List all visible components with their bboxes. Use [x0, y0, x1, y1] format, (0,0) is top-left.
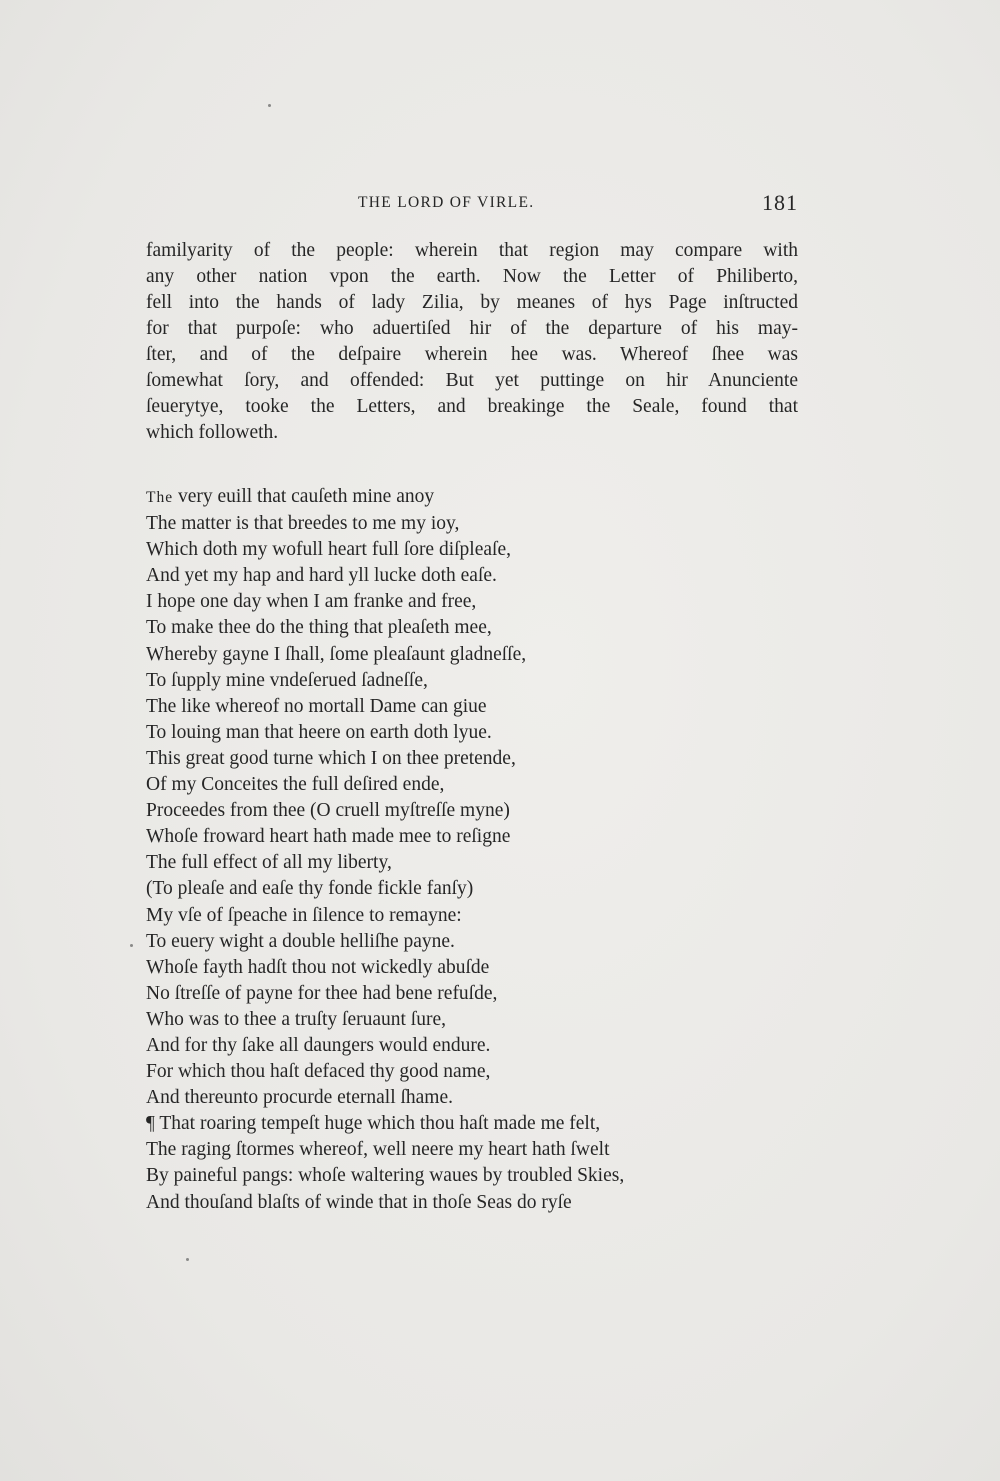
verse-line: Which doth my wofull heart full ſore diſpleaſe,: [146, 539, 511, 561]
verse-line: Who was to thee a truſty ſeruaunt ſure,: [146, 1008, 446, 1030]
verse-line: (To pleaſe and eaſe thy fonde fickle fanſy): [146, 878, 474, 900]
prose-line: any other nation vpon the earth. Now the Letter of Philiberto,: [146, 266, 798, 287]
verse-line: Proceedes from thee (O cruell myſtreſſe myne): [146, 800, 510, 822]
prose-line: familyarity of the people: wherein that region may compare with: [146, 240, 798, 261]
verse-line: The full effect of all my liberty,: [146, 852, 392, 874]
verse-line: Whoſe fayth hadſt thou not wickedly abuſde: [146, 956, 490, 978]
verse-line: And yet my hap and hard yll lucke doth eaſe.: [146, 565, 497, 587]
prose-line: ſter, and of the deſpaire wherein hee was. Whereof ſhee was: [146, 344, 798, 365]
ink-speck: [130, 944, 133, 947]
verse-line: By paineful pangs: whoſe waltering waues by troubled Skies,: [146, 1165, 625, 1187]
verse-line: And for thy ſake all daungers would endure.: [146, 1034, 491, 1056]
prose-line: ſeuerytye, tooke the Letters, and breakinge the Seale, found that: [146, 396, 798, 417]
verse-line: My vſe of ſpeache in ſilence to remayne:: [146, 904, 462, 926]
running-head: [146, 190, 798, 220]
verse-line: [146, 484, 806, 511]
ink-speck: [268, 104, 271, 107]
prose-paragraph: [146, 238, 798, 446]
verse-block: [146, 484, 806, 1216]
verse-line: Whoſe froward heart hath made mee to reſigne: [146, 826, 511, 848]
small-caps-opening: The: [146, 489, 174, 506]
verse-line: To ſupply mine vndeſerued ſadneſſe,: [146, 669, 428, 691]
verse-line: To louing man that heere on earth doth lyue.: [146, 721, 492, 743]
verse-line: To euery wight a double helliſhe payne.: [146, 930, 455, 952]
verse-line-text: very euill that cauſeth mine anoy: [173, 486, 435, 507]
verse-line: Whereby gayne I ſhall, ſome pleaſaunt gladneſſe,: [146, 643, 527, 665]
verse-line: No ſtreſſe of payne for thee had bene refuſde,: [146, 982, 498, 1004]
page-number: 181: [762, 190, 798, 215]
verse-line: And thouſand blaſts of winde that in thoſe Seas do ryſe: [146, 1191, 572, 1213]
prose-line: ſomewhat ſory, and offended: But yet puttinge on hir Anunciente: [146, 370, 798, 391]
verse-line: And thereunto procurde eternall ſhame.: [146, 1087, 454, 1109]
verse-line: Of my Conceites the full deſired ende,: [146, 774, 445, 796]
prose-line: fell into the hands of lady Zilia, by meanes of hys Page inſtructed: [146, 292, 798, 313]
verse-line: I hope one day when I am franke and free,: [146, 591, 477, 613]
ink-speck: [186, 1258, 189, 1261]
verse-line: The like whereof no mortall Dame can giue: [146, 695, 487, 717]
verse-line: This great good turne which I on thee pretende,: [146, 747, 516, 769]
verse-line: For which thou haſt defaced thy good name,: [146, 1061, 491, 1083]
running-title: THE LORD OF VIRLE.: [358, 194, 535, 211]
prose-line: for that purpoſe: who aduertiſed hir of the departure of his may-: [146, 318, 798, 339]
verse-line: The matter is that breedes to me my ioy,: [146, 513, 460, 535]
verse-line: The raging ſtormes whereof, well neere my heart hath ſwelt: [146, 1139, 610, 1161]
verse-line: To make thee do the thing that pleaſeth mee,: [146, 617, 492, 639]
prose-line: which followeth.: [146, 422, 279, 443]
verse-line: ¶ That roaring tempeſt huge which thou haſt made me felt,: [146, 1113, 601, 1135]
